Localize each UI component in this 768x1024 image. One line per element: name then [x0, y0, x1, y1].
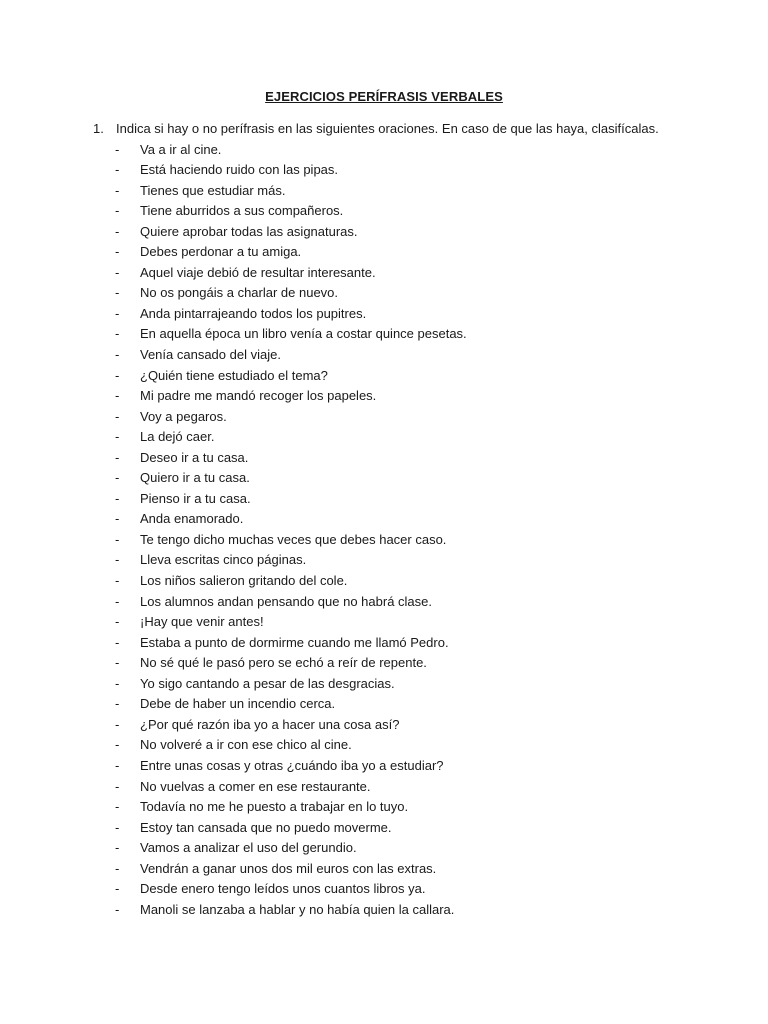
list-item	[93, 799, 733, 815]
list-bullet-dash: -	[115, 182, 120, 198]
list-item	[93, 203, 733, 219]
list-item	[93, 779, 733, 795]
sentence-text: No os pongáis a charlar de nuevo.	[140, 285, 339, 301]
sentence-text: Tienes que estudiar más.	[140, 182, 286, 198]
list-bullet-dash: -	[115, 223, 120, 239]
sentence-text: Yo sigo cantando a pesar de las desgracias.	[140, 675, 395, 691]
list-bullet-dash: -	[115, 203, 120, 219]
sentence-text: Estaba a punto de dormirme cuando me llamó Pedro.	[140, 634, 449, 650]
list-bullet-dash: -	[115, 778, 120, 794]
sentence-text: Los alumnos andan pensando que no habrá clase.	[140, 593, 432, 609]
sentence-text: Todavía no me he puesto a trabajar en lo tuyo.	[140, 799, 409, 815]
list-item	[93, 614, 733, 630]
list-item	[93, 511, 733, 527]
list-item	[93, 285, 733, 301]
list-item	[93, 635, 733, 651]
list-item	[93, 409, 733, 425]
list-bullet-dash: -	[115, 881, 120, 897]
list-bullet-dash: -	[115, 162, 120, 178]
sentence-text: Está haciendo ruido con las pipas.	[140, 162, 339, 178]
list-bullet-dash: -	[115, 901, 120, 917]
list-item	[93, 717, 733, 733]
list-bullet-dash: -	[115, 449, 120, 465]
list-bullet-dash: -	[115, 408, 120, 424]
list-item	[93, 840, 733, 856]
sentence-text: Quiere aprobar todas las asignaturas.	[140, 223, 358, 239]
list-bullet-dash: -	[115, 347, 120, 363]
list-item	[93, 265, 733, 281]
sentence-text: Anda enamorado.	[140, 511, 244, 527]
list-item	[93, 306, 733, 322]
list-item	[93, 573, 733, 589]
list-item	[93, 429, 733, 445]
list-item	[93, 861, 733, 877]
list-item	[93, 676, 733, 692]
sentence-text: Pienso ir a tu casa.	[140, 490, 251, 506]
list-item	[93, 491, 733, 507]
list-bullet-dash: -	[115, 511, 120, 527]
list-item	[93, 368, 733, 384]
sentence-text: Desde enero tengo leídos unos cuantos libros ya.	[140, 881, 426, 897]
list-bullet-dash: -	[115, 429, 120, 445]
sentence-text: Va a ir al cine.	[140, 141, 222, 157]
sentence-text: Deseo ir a tu casa.	[140, 449, 249, 465]
list-item	[93, 244, 733, 260]
list-item	[93, 552, 733, 568]
sentence-text: Los niños salieron gritando del cole.	[140, 573, 348, 589]
sentence-text: Debe de haber un incendio cerca.	[140, 696, 336, 712]
sentence-text: ¿Por qué razón iba yo a hacer una cosa así?	[140, 716, 400, 732]
list-bullet-dash: -	[115, 655, 120, 671]
sentence-text: La dejó caer.	[140, 429, 215, 445]
list-bullet-dash: -	[115, 326, 120, 342]
sentence-text: No volveré a ir con ese chico al cine.	[140, 737, 352, 753]
list-item	[93, 532, 733, 548]
exercise-1	[93, 121, 733, 922]
exercise-instruction	[93, 121, 733, 137]
exercise-number: 1.	[93, 121, 104, 136]
sentence-text: Te tengo dicho muchas veces que debes hacer caso.	[140, 531, 447, 547]
list-bullet-dash: -	[115, 470, 120, 486]
list-item	[93, 594, 733, 610]
list-bullet-dash: -	[115, 593, 120, 609]
sentence-text: Voy a pegaros.	[140, 408, 227, 424]
sentence-text: Quiero ir a tu casa.	[140, 470, 250, 486]
sentence-text: No sé qué le pasó pero se echó a reír de repente.	[140, 655, 427, 671]
list-bullet-dash: -	[115, 840, 120, 856]
list-item	[93, 696, 733, 712]
sentence-text: No vuelvas a comer en ese restaurante.	[140, 778, 371, 794]
document-title: EJERCICIOS PERÍFRASIS VERBALES	[265, 89, 503, 104]
list-bullet-dash: -	[115, 552, 120, 568]
sentence-text: ¡Hay que venir antes!	[140, 614, 264, 630]
list-item	[93, 162, 733, 178]
sentence-text: Manoli se lanzaba a hablar y no había quien la callara.	[140, 901, 455, 917]
list-bullet-dash: -	[115, 696, 120, 712]
list-item	[93, 450, 733, 466]
sentence-text: Vamos a analizar el uso del gerundio.	[140, 840, 357, 856]
sentence-text: Mi padre me mandó recoger los papeles.	[140, 388, 377, 404]
list-bullet-dash: -	[115, 285, 120, 301]
list-bullet-dash: -	[115, 141, 120, 157]
list-item	[93, 183, 733, 199]
list-bullet-dash: -	[115, 819, 120, 835]
list-bullet-dash: -	[115, 388, 120, 404]
sentence-text: En aquella época un libro venía a costar quince pesetas.	[140, 326, 467, 342]
exercise-instruction-text: Indica si hay o no perífrasis en las siguientes oraciones. En caso de que las haya, clasifícalas.	[116, 121, 659, 136]
list-item	[93, 820, 733, 836]
sentence-text: Aquel viaje debió de resultar interesante.	[140, 264, 376, 280]
sentence-text: Tiene aburridos a sus compañeros.	[140, 203, 344, 219]
list-item	[93, 470, 733, 486]
list-item	[93, 142, 733, 158]
list-bullet-dash: -	[115, 799, 120, 815]
list-bullet-dash: -	[115, 305, 120, 321]
list-bullet-dash: -	[115, 244, 120, 260]
sentence-text: ¿Quién tiene estudiado el tema?	[140, 367, 328, 383]
list-bullet-dash: -	[115, 737, 120, 753]
list-bullet-dash: -	[115, 490, 120, 506]
list-item	[93, 326, 733, 342]
list-item	[93, 224, 733, 240]
list-bullet-dash: -	[115, 367, 120, 383]
list-item	[93, 655, 733, 671]
list-bullet-dash: -	[115, 675, 120, 691]
list-bullet-dash: -	[115, 716, 120, 732]
list-item	[93, 388, 733, 404]
sentence-text: Lleva escritas cinco páginas.	[140, 552, 307, 568]
list-bullet-dash: -	[115, 573, 120, 589]
sentence-text: Venía cansado del viaje.	[140, 347, 281, 363]
list-item	[93, 881, 733, 897]
sentence-text: Anda pintarrajeando todos los pupitres.	[140, 305, 367, 321]
list-bullet-dash: -	[115, 757, 120, 773]
sentence-text: Entre unas cosas y otras ¿cuándo iba yo a estudiar?	[140, 757, 444, 773]
list-bullet-dash: -	[115, 860, 120, 876]
list-bullet-dash: -	[115, 634, 120, 650]
list-item	[93, 902, 733, 918]
list-item	[93, 347, 733, 363]
sentence-text: Debes perdonar a tu amiga.	[140, 244, 302, 260]
list-item	[93, 737, 733, 753]
list-item	[93, 758, 733, 774]
sentence-text: Vendrán a ganar unos dos mil euros con las extras.	[140, 860, 437, 876]
sentence-list	[93, 142, 733, 918]
list-bullet-dash: -	[115, 264, 120, 280]
sentence-text: Estoy tan cansada que no puedo moverme.	[140, 819, 392, 835]
list-bullet-dash: -	[115, 614, 120, 630]
list-bullet-dash: -	[115, 531, 120, 547]
